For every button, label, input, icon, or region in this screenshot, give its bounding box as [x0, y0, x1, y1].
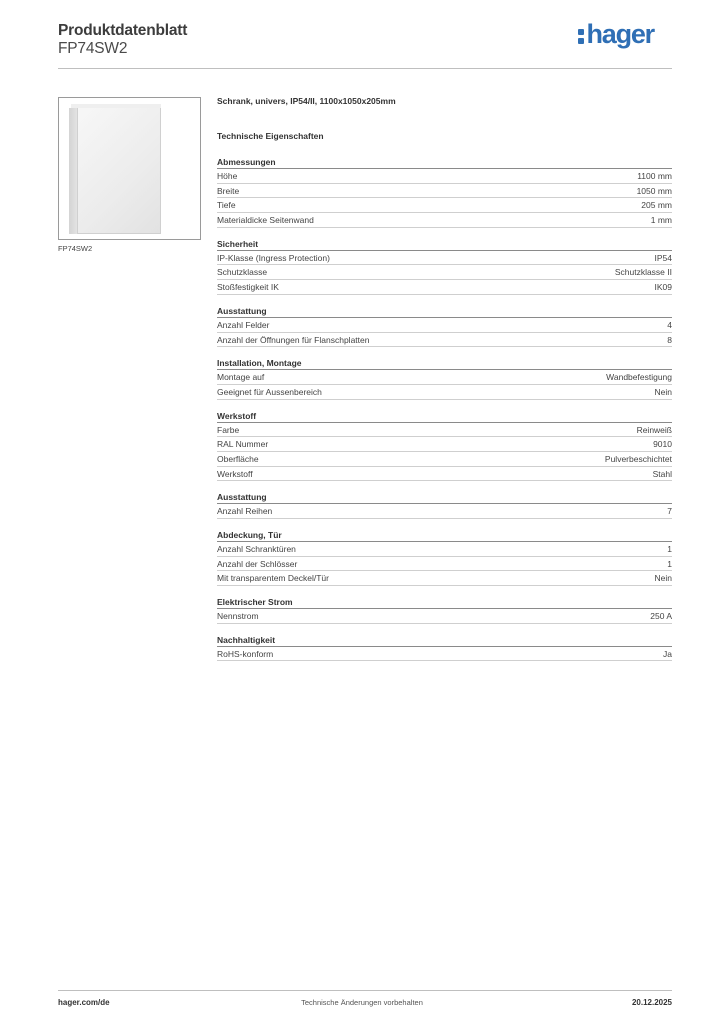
group-title: Elektrischer Strom	[217, 596, 672, 609]
spec-row	[217, 467, 672, 482]
hager-logo	[578, 20, 654, 50]
spec-label: Anzahl der Öffnungen für Flanschplatten	[217, 334, 370, 345]
group-title: Werkstoff	[217, 410, 672, 423]
spec-row	[217, 370, 672, 385]
spec-label: Oberfläche	[217, 453, 259, 464]
spec-label: Materialdicke Seitenwand	[217, 215, 314, 226]
spec-label: Farbe	[217, 424, 240, 435]
footer-divider	[58, 990, 672, 991]
spec-label: Werkstoff	[217, 468, 253, 479]
group-title: Abdeckung, Tür	[217, 529, 672, 542]
section-label: Technische Eigenschaften	[217, 131, 324, 141]
spec-row	[217, 542, 672, 557]
spec-value: Schutzklasse II	[614, 267, 672, 278]
spec-row	[217, 333, 672, 348]
spec-label: Mit transparentem Deckel/Tür	[217, 573, 329, 584]
spec-value: 250 A	[650, 611, 672, 622]
group-title: Ausstattung	[217, 491, 672, 504]
spec-value: IK09	[654, 282, 672, 293]
product-image	[58, 97, 201, 240]
spec-groups	[217, 156, 672, 661]
spec-group	[217, 410, 672, 482]
specifications	[217, 95, 672, 661]
spec-group	[217, 596, 672, 624]
spec-value: 1	[667, 544, 672, 554]
spec-label: Schutzklasse	[217, 267, 268, 278]
spec-row	[217, 423, 672, 438]
spec-group	[217, 634, 672, 662]
spec-group	[217, 156, 672, 228]
spec-value: Nein	[654, 573, 672, 584]
spec-row	[217, 280, 672, 295]
image-caption: FP74SW2	[58, 244, 93, 253]
spec-label: Stoßfestigkeit IK	[217, 282, 279, 293]
spec-label: Geeignet für Aussenbereich	[217, 386, 322, 397]
product-description: Schrank, univers, IP54/II, 1100x1050x205mm	[217, 96, 396, 106]
spec-row	[217, 198, 672, 213]
footer-website: hager.com/de	[58, 998, 110, 1007]
spec-row	[217, 385, 672, 400]
spec-row	[217, 251, 672, 266]
spec-label: Anzahl Felder	[217, 319, 270, 330]
spec-value: 9010	[653, 439, 672, 450]
spec-value: 205 mm	[641, 200, 672, 211]
spec-row	[217, 571, 672, 586]
spec-value: Wandbefestigung	[606, 372, 672, 383]
spec-label: Nennstrom	[217, 611, 259, 622]
group-title: Nachhaltigkeit	[217, 634, 672, 647]
document-title: Produktdatenblatt	[58, 22, 188, 39]
spec-value: Stahl	[652, 468, 672, 479]
spec-group	[217, 305, 672, 347]
spec-row	[217, 557, 672, 572]
spec-value: IP54	[654, 252, 672, 263]
spec-label: RoHS-konform	[217, 648, 274, 659]
spec-label: RAL Nummer	[217, 439, 269, 450]
spec-row	[217, 169, 672, 184]
spec-value: 1100 mm	[637, 171, 672, 181]
spec-row	[217, 437, 672, 452]
spec-group	[217, 491, 672, 519]
spec-value: 1050 mm	[636, 185, 672, 196]
spec-value: 1	[667, 558, 672, 569]
group-title: Installation, Montage	[217, 357, 672, 370]
spec-group	[217, 357, 672, 399]
spec-row	[217, 452, 672, 467]
spec-label: Montage auf	[217, 372, 265, 383]
header-divider	[58, 68, 672, 69]
spec-label: Höhe	[217, 171, 238, 181]
spec-group	[217, 238, 672, 295]
spec-value: Reinweiß	[636, 424, 672, 435]
spec-row	[217, 184, 672, 199]
spec-row	[217, 504, 672, 519]
spec-row	[217, 265, 672, 280]
spec-label: Breite	[217, 185, 240, 196]
spec-label: Anzahl der Schlösser	[217, 558, 298, 569]
spec-label: Tiefe	[217, 200, 236, 211]
footer-notice: Technische Änderungen vorbehalten	[301, 998, 423, 1007]
logo-dots-icon	[578, 25, 585, 49]
cabinet-illustration	[69, 106, 161, 234]
spec-value: 7	[667, 506, 672, 517]
document-subtitle: FP74SW2	[58, 40, 128, 57]
spec-value: 1 mm	[650, 215, 672, 226]
spec-row	[217, 213, 672, 228]
spec-row	[217, 609, 672, 624]
logo-text: hager	[586, 19, 654, 49]
spec-group	[217, 529, 672, 586]
group-title: Ausstattung	[217, 305, 672, 318]
spec-value: Pulverbeschichtet	[604, 453, 672, 464]
spec-value: Nein	[654, 386, 672, 397]
spec-label: Anzahl Reihen	[217, 506, 273, 517]
spec-label: Anzahl Schranktüren	[217, 544, 296, 554]
spec-value: Ja	[663, 648, 672, 659]
group-title: Sicherheit	[217, 238, 672, 251]
spec-label: IP-Klasse (Ingress Protection)	[217, 252, 330, 263]
page-header	[58, 20, 672, 70]
spec-value: 8	[667, 334, 672, 345]
spec-row	[217, 318, 672, 333]
spec-value: 4	[667, 319, 672, 330]
footer-date: 20.12.2025	[631, 998, 672, 1007]
spec-row	[217, 647, 672, 662]
group-title: Abmessungen	[217, 156, 672, 169]
